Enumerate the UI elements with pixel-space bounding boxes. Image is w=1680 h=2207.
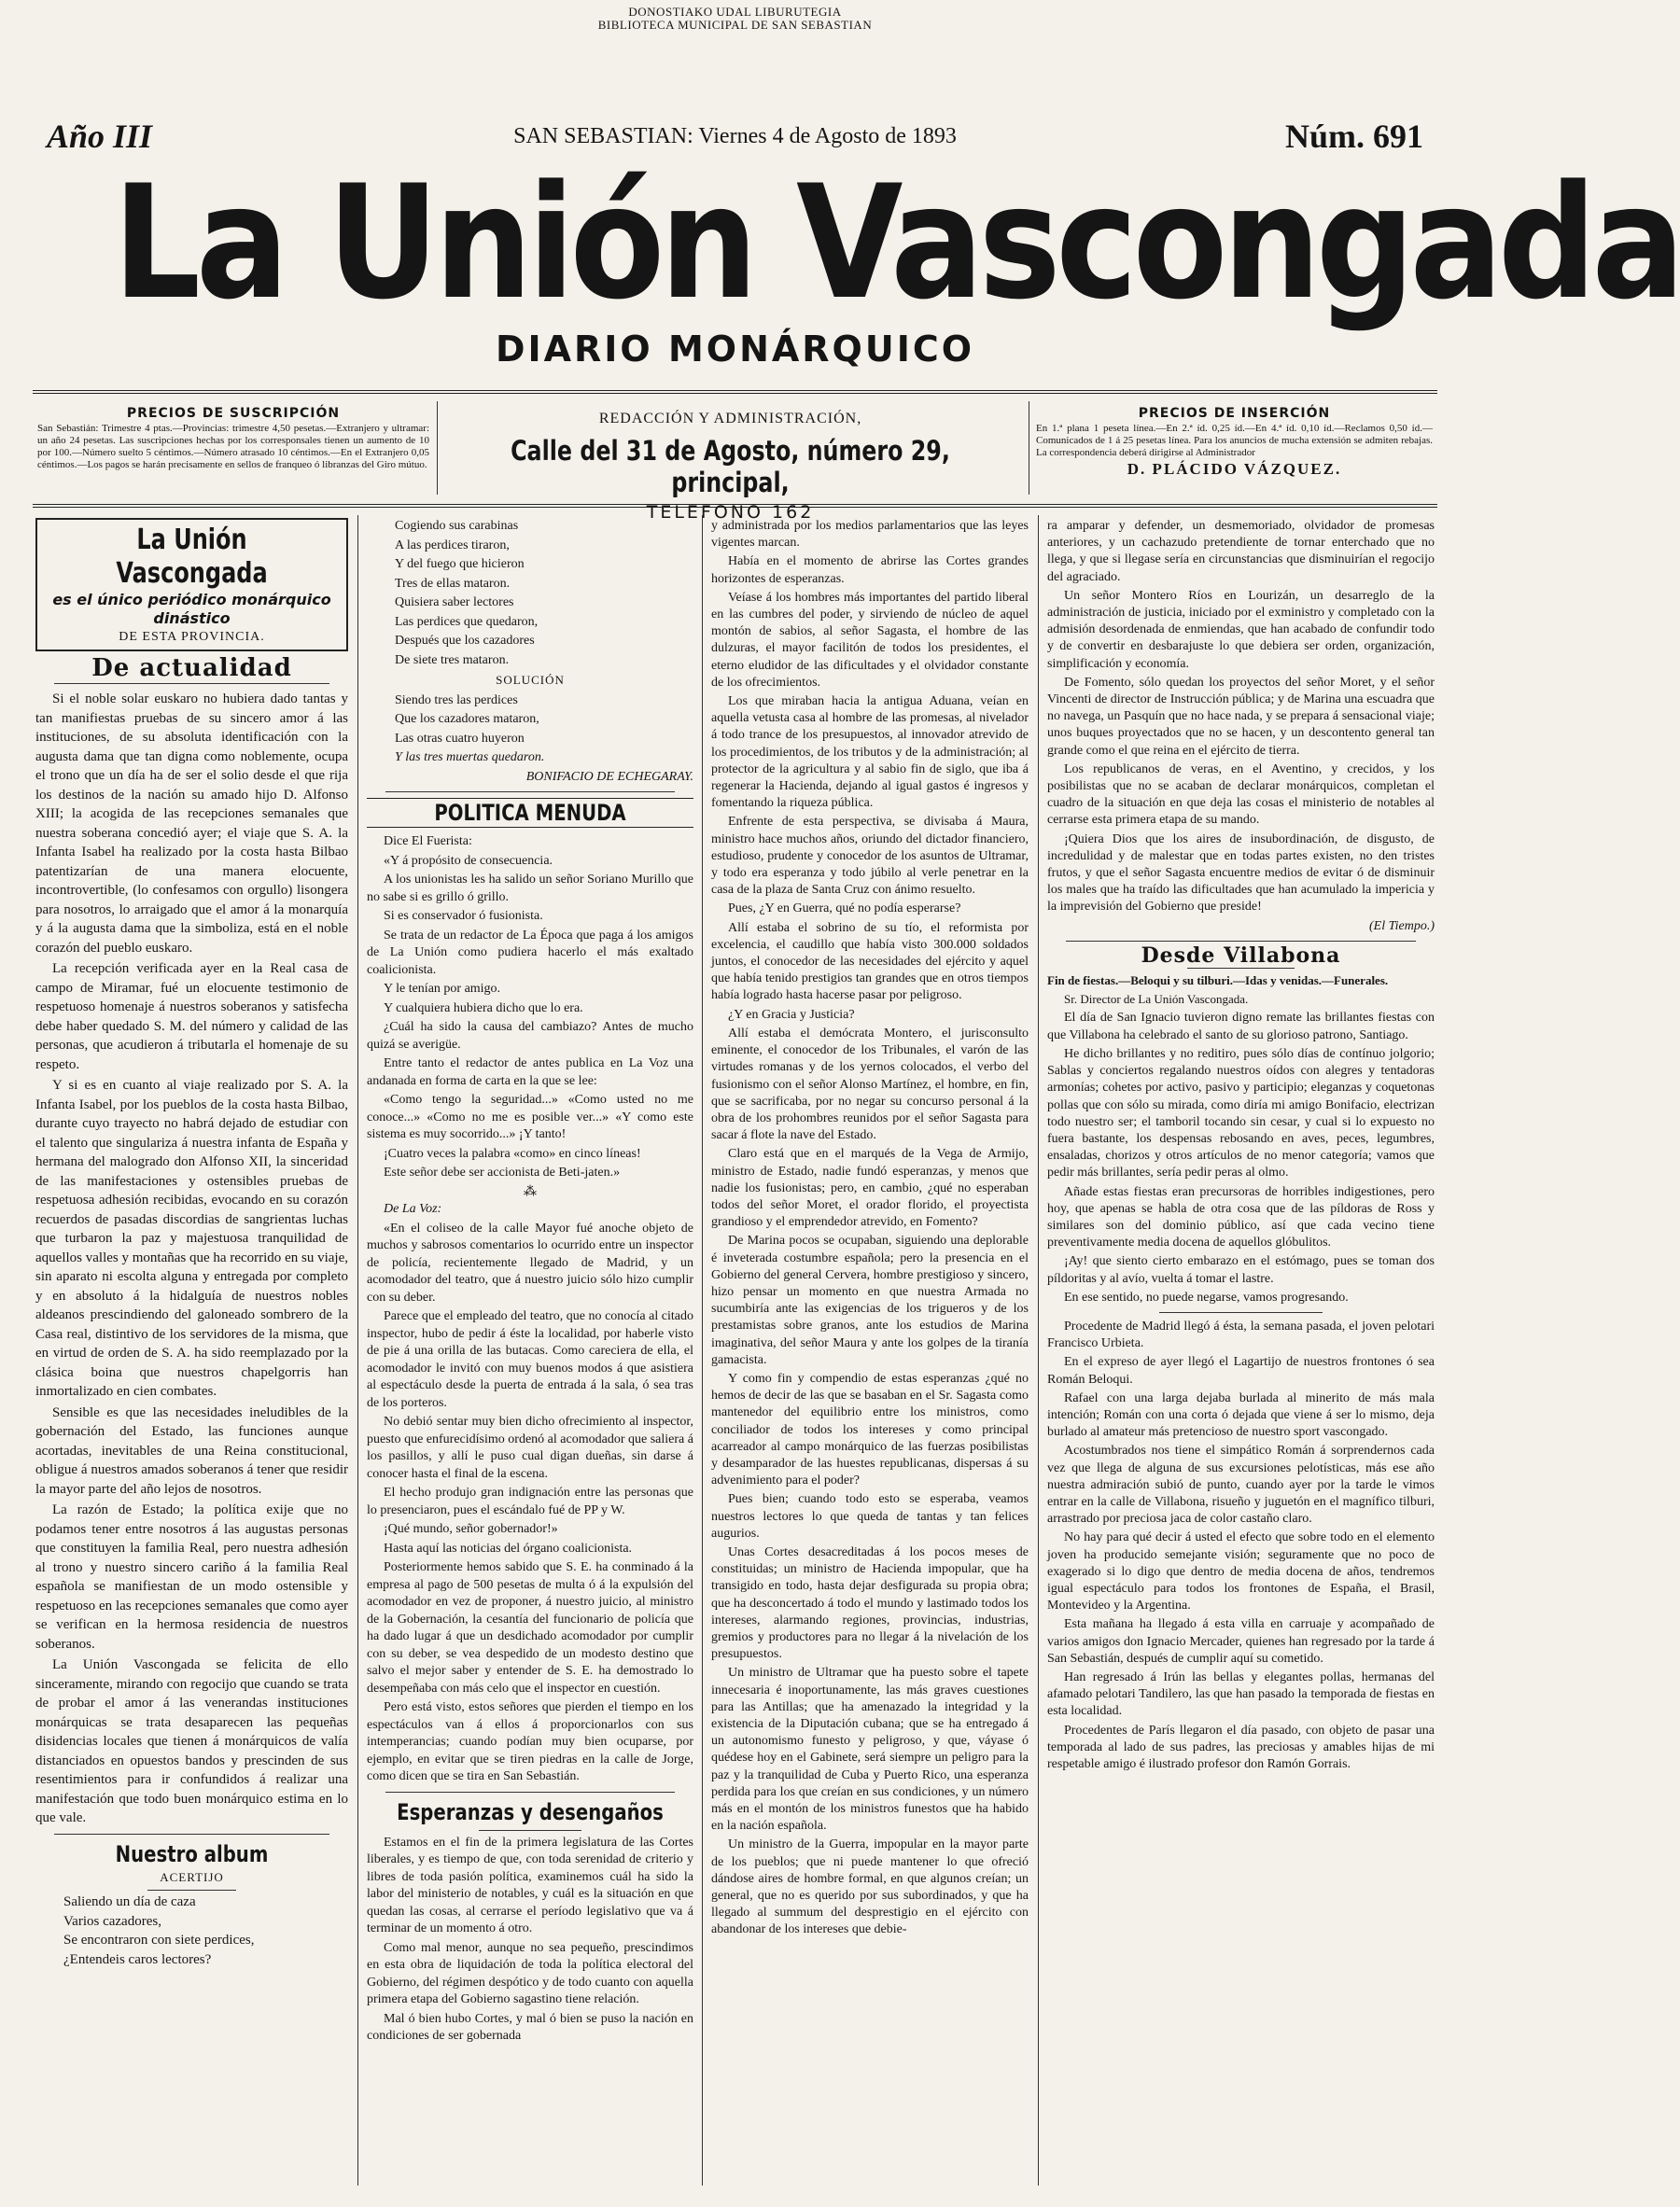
article-paragraph: En ese sentido, no puede negarse, vamos progresando. — [1064, 1290, 1349, 1305]
poem-line: Saliendo un día de caza — [63, 1894, 196, 1909]
article-paragraph: Un ministro de Ultramar que ha puesto sobre el tapete innecesaria é inoportunamente, las más graves cuestiones para las Antillas; que ha amenazado la integridad y la existencia de la Diputación cubana; que se ha entregado á un autonomismo funesto y peligroso, y que, váyase ó quédese hoy en el Gabinete, será siempre un peligro para la paz y la tranquilidad de Cuba y Puerto Rico, una esperanza perdida para los que creían en sus condiciones, y un número más en el montón de los ministros funestos que ha habido en la nación española. — [711, 1666, 1029, 1834]
article-paragraph: Añade estas fiestas eran precursoras de horribles indigestiones, pero hoy, que apenas se habla de otra cosa que de las píldoras de Ross y similares son del dominio público, así que cada vecino tiene preventivamente media docena de aquellos glóbulitos. — [1047, 1184, 1435, 1250]
archive-stamp-line-1: DONOSTIAKO UDAL LIBURUTEGIA — [628, 5, 842, 19]
column-divider-1 — [357, 515, 358, 2186]
article-paragraph: No hay para qué decir á usted el efecto que sobre todo en el elemento joven ha producido semejante visión; seguramente que no poco de exagerado si lo digo que dentro de media docena de años, tendremos igual espectáculo para todos los frontones de España, el Brasil, Montevideo y la Argentina. — [1047, 1530, 1435, 1613]
article-paragraph: Si es conservador ó fusionista. — [384, 909, 543, 923]
article-paragraph: Dice El Fuerista: — [384, 834, 472, 848]
masthead-rule-bottom — [33, 504, 1437, 508]
administrator-name: D. PLÁCIDO VÁZQUEZ. — [1127, 460, 1342, 478]
column-divider-3 — [1038, 515, 1039, 2186]
article-paragraph: Y cualquiera hubiera dicho que lo era. — [384, 1000, 583, 1015]
subscription-prices — [37, 407, 429, 471]
article-paragraph: Sensible es que las necesidades ineludibles de la gobernación del Estado, las funciones aunque acortadas, inevitables de una Reina constitucional, obligue á nuestros amados soberanos á tener que residir la mayor parte del año lejos de nosotros. — [35, 1404, 348, 1497]
article-paragraph: He dicho brillantes y no reditiro, pues sólo días de contínuo jolgorio; Sablas y conciertos regalando nuestros oídos con alegres y tentadoras armonías; cohetes por activo, pasivo y participio; eleganzas y coquetonas pollas que con sólo su mirada, como diría mi amigo Bonifacio, electrizan todo nuestro ser; el tamboril tocando sin cesar, y cual si lo expuesto no fuera bastante, los despensas rebosando en aves, peces, legumbres, ensaladas, chorizos y otros artículos de no menor categoría; vamos que pedir más brillantes, sería pedir peras al olmo. — [1047, 1046, 1435, 1180]
subscription-heading: PRECIOS DE SUSCRIPCIÓN — [126, 406, 341, 421]
article-paragraph: Como mal menor, aunque no sea pequeño, prescindimos en esta obra de liquidación de toda la política electoral del Gobierno, del régimen despótico y de todo cuanto con aquella primera etapa del Gobierno sagastino tiene relación. — [367, 1940, 693, 2006]
article-paragraph: ¿Cuál ha sido la causa del cambiazo? Antes de mucho quizá se averigüe. — [367, 1020, 693, 1052]
article-paragraph: «En el coliseo de la calle Mayor fué anoche objeto de muchos y sabrosos comentarios lo ocurrido entre un inspector de policía, recientemente llegado de Madrid, y un acomodador del teatro, que á nuestro juicio sólo hizo cumplir con su deber. — [367, 1221, 693, 1305]
article-source: (El Tiempo.) — [1369, 918, 1435, 933]
article-paragraph: ra amparar y defender, un desmemoriado, olvidador de promesas anteriores, y un cachazudo pretendiente de tornar enterchado que no llega, y que si llegase sería en circunstancias que disminuirían el regocijo del agraciado. — [1047, 519, 1435, 584]
masthead-topline — [37, 117, 1433, 154]
article-paragraph: A los unionistas les ha salido un señor Soriano Murillo que no sabe si es grillo ó grillo. — [367, 873, 693, 904]
archive-stamp — [0, 6, 1470, 32]
asterism: ⁂ — [524, 1184, 537, 1199]
poem-line: Quisiera saber lectores — [395, 595, 514, 609]
banner-province: DE ESTA PROVINCIA. — [119, 630, 265, 644]
banner-line: es el único periódico monárquico dinástico — [52, 591, 331, 627]
article-paragraph: El día de San Ignacio tuvieron digno remate las brillantes fiestas con que Villabona ha celebrado el santo de su glorioso patrono, Santiago. — [1047, 1011, 1435, 1042]
article-paragraph: Rafael con una larga dejaba burlada al minerito de más mala intención; Román con una corta ó dejada que viene á ser lo mismo, deja burlado al amateur más pretencioso de nuestro sport vascongado. — [1047, 1390, 1435, 1440]
article-paragraph: «Y á propósito de consecuencia. — [384, 853, 553, 868]
article-paragraph: La Unión Vascongada se felicita de ello sinceramente, mirando con regocijo que cuando se trata de probar el amor á las venerandas instituciones monárquicas se trata desaparecen las pequeñas disidencias locales que tienen á monárquicos de valía distanciados en opuestos bandos y prescinden de sus resentimientos para ir confundidos á realizar una manifestación que todo buen monárquico estima en lo que vale. — [35, 1657, 348, 1825]
article-paragraph: Hasta aquí las noticias del órgano coalicionista. — [384, 1541, 633, 1556]
article-salutation: Sr. Director de La Unión Vascongada. — [1064, 992, 1249, 1007]
article-paragraph: Unas Cortes desacreditadas á los pocos meses de constituidas; un ministro de Hacienda impopular, que ha transigido en todo, hasta dejar desfigurada su propia obra; que ha desconcertado á todo el mundo y lastimado todos los intereses, alarmando regiones, provincias, industrias, gremios y productores para no llegar á la nivelación de los presupuestos. — [711, 1544, 1029, 1662]
poem-signature: BONIFACIO DE ECHEGARAY. — [525, 769, 693, 784]
article-paragraph: Y le tenían por amigo. — [384, 982, 501, 996]
poem-line: Las perdices que quedaron, — [395, 614, 539, 629]
article-paragraph: Allí estaba el demócrata Montero, el jurisconsulto eminente, el conocedor de los Tribunales, el varón de las virtudes romanas y de los yernos colocados, el verbo del fusionismo con el señor Alonso Martínez, el hombre, en fin, que se sacrificaba, por no negar su concurso personal á la obra de los prohombres reunidos por el señor Sagasta para sacar á flote la nave del Estado. — [711, 1026, 1029, 1143]
column-1 — [35, 518, 348, 2198]
poem-line: Y las tres muertas quedaron. — [395, 750, 545, 764]
article-paragraph: Este señor debe ser accionista de Beti-jaten.» — [384, 1166, 621, 1180]
article-paragraph: Acostumbrados nos tiene el simpático Román á sorprendernos cada vez que llega de alguna de sus excursiones pelotísticas, más ese año nuestra admiración subió de punto, cuando ayer por la tarde le vimos entrar en la calle de Villabona, risueño y juguetón en el magnífico tilburi, arrastrado por preciosa jaca de color castaño claro. — [1047, 1444, 1435, 1527]
section-rule — [1187, 968, 1295, 969]
article-paragraph: En el expreso de ayer llegó el Lagartijo de nuestros frontones ó sea Román Beloqui. — [1047, 1355, 1435, 1387]
article-paragraph: Un ministro de la Guerra, impopular en la mayor parte de los pueblos; que ni puede mantener lo que ofreció dándose aires de hombre formal, en que algunos creían; un general, que no es querido por sus subordinados, y que ha llegado al summum del desprestigio en el ejército con abandonar de los intereses que debie- — [711, 1837, 1029, 1937]
article-paragraph: ¡Quiera Dios que los aires de insubordinación, de disgusto, de incredulidad y de malestar que en todas partes existen, no den tristes frutos, y que el señor Sagasta encuentre medios de evitar ó de disminuir los males que ha traído las dificultades que han acumulado la impericia y la imprevisión del Gobierno que preside! — [1047, 831, 1435, 915]
article-paragraph: Los que miraban hacia la antigua Aduana, veían en aquella vetusta casa al hombre de las promesas, al nivelador á todo trance de los presupuestos, al innovador atrevido de los procedimientos, de los tributos y de la administración; al protector de la agricultura y al sabio fin de siglo, que iba á regenerar la Hacienda, dejando al igual gastos é ingresos y fomentando la riqueza pública. — [711, 694, 1029, 811]
insertion-prices — [1036, 407, 1433, 476]
column-divider-2 — [702, 515, 703, 2186]
article-paragraph: ¡Ay! que siento cierto embarazo en el estómago, pues se toman dos píldoritas y al avío, vuelta á tomar el lastre. — [1047, 1254, 1435, 1286]
album-rule — [147, 1890, 236, 1891]
article-paragraph: Un señor Montero Ríos en Lourizán, un desarreglo de la administración de justicia, iniciado por el exministro y completado con la admisión desordenada de enmiendas, que han acabado de confundir todo y de convertir en desbarajuste lo que debiera ser orden, organización, simplificación y economía. — [1047, 588, 1435, 671]
article-paragraph: El hecho produjo gran indignación entre las personas que lo presenciaron, pues el escándalo fué de PP y W. — [367, 1486, 693, 1517]
article-paragraph: Esta mañana ha llegado á esta villa en carruaje y acompañado de varios amigos don Ignacio Mercader, quienes han regresado por la tarde á San Sebastián, después de cumplir aquí su cometido. — [1047, 1617, 1435, 1666]
dateline: SAN SEBASTIAN: Viernes 4 de Agosto de 1893 — [513, 124, 957, 148]
section-nuestro-album: Nuestro album — [115, 1840, 269, 1867]
article-paragraph: Parece que el empleado del teatro, que no conocía al citado inspector, hubo de pedir á éste la localidad, por haberle visto de pie á una orilla de las butacas. Como careciera de ella, el acomodador le invitó con muy buenos modos á que asistiera al espectáculo desde la puerta de entrada á la sala, ó sea tras de los porteros. — [367, 1309, 693, 1410]
article-paragraph: Claro está que en el marqués de la Vega de Armijo, ministro de Estado, nadie fundó esperanzas, y menos que nadie los fusionistas; pero, en cambio, ¿qué no esperaban todos del señor Moret, el orador florido, el proyectista grandioso y el emprendedor atrevido, en Fomento? — [711, 1147, 1029, 1230]
article-paragraph: Veíase á los hombres más importantes del partido liberal en las cumbres del poder, y sirviendo de núcleo de aquel montón de sabios, al señor Sagasta, el hombre de las dulzuras, el mayor facilitón de todos los presidentes, el eterno eludidor de las dificultades y el olvidador constante de los ofrecimientos. — [711, 590, 1029, 690]
article-paragraph: Allí estaba el sobrino de su tío, el reformista por excelencia, el caudillo que había visto 300.000 soldados juntos, el conocedor de las necesidades del ejército y aquel que había tenido prestigios tan grandes que en otros tiempos había logrado hasta hacerse pasar por peligroso. — [711, 920, 1029, 1003]
article-paragraph: Procedentes de París llegaron el día pasado, con objeto de pasar una temporada al lado de sus padres, las preciosas y amables hijas de mi respetable amigo é ilustrado profesor don Ramón Gorrais. — [1047, 1723, 1435, 1772]
article-paragraph: Se trata de un redactor de La Época que paga á los amigos de La Unión como pudiera hacerlo el más exaltado coalicionista. — [367, 928, 693, 977]
article-paragraph: Posteriormente hemos sabido que S. E. ha conminado á la empresa al pago de 500 pesetas de multa ó á la expulsión del acomodador en vez de proponer, á nuestro juicio, al ministro de la Gobernación, la cesantía del funcionario de policía que ha dado lugar á que un desdichado acomodador por cumplir con su deber, se vea despedido de un modesto destino que salvo el mejor saber y entender de S. E. ha demostrado lo desempeñaba con más celo que el inspector en cuestión. — [367, 1560, 693, 1696]
article-paragraph: Procedente de Madrid llegó á ésta, la semana pasada, el joven pelotari Francisco Urbieta. — [1047, 1319, 1435, 1351]
poem-line: Y del fuego que hicieron — [395, 557, 525, 571]
poem-line: Las otras cuatro huyeron — [395, 731, 525, 746]
poem-line: ¿Entendeis caros lectores? — [63, 1951, 212, 1967]
article-paragraph: Y si es en cuanto al viaje realizado por S. A. la Infanta Isabel, por los pueblos de la costa hasta Bilbao, durante cuyo trayecto no habrá dejado de estudiar con el talento que singulariza á nuestra infanta de España y hermana del malogrado don Alfonso XII, la sinceridad de las manifestaciones y ostensibles pruebas de respetuosa adhesión recibidas, evocando en su corazón recuerdos de pasadas discordias de sangrientas luchas que turbaron la paz y majestuosa tranquilidad de aquellos valles y montañas que ha recorrido en su viaje, sin aparato ni escolta alguna y entregada por completo y en absoluto á la hidalguía de nuestros nobles aldeanos prescindiendo del galoneado sombrero de la Casa real, distintivo de los servidores de la misma, que en virtud de orden de S. A. ha sido reemplazado por la clásica boina que nuestros chapelgorris han inmortalizado en cien combates. — [35, 1078, 348, 1399]
section-rule — [479, 1830, 581, 1831]
column-2 — [367, 518, 693, 2198]
banner-title: La Unión Vascongada — [116, 524, 268, 590]
article-paragraph: La razón de Estado; la política exije que no podamos tener entre nosotros á las augustas personas que constituyen la familia Real, pero nuestra adhesión al trono y nuestro sincero cariño á la familia Real española se manifiestan de un modo ostensible y respetuoso en las recepciones semanales que como ayer se verifican en la hermosa residencia de nuestros soberanos. — [35, 1502, 348, 1652]
section-rule — [385, 791, 675, 792]
article-paragraph: ¡Cuatro veces la palabra «como» en cinco líneas! — [384, 1146, 641, 1161]
poem-line: De siete tres mataron. — [395, 652, 510, 667]
article-paragraph: Pues bien; cuando todo esto se esperaba, veamos nuestros lectores lo que queda de tantas y tan felices augurios. — [711, 1492, 1029, 1541]
solution-label: SOLUCIÓN — [496, 673, 565, 687]
article-paragraph: Si el noble solar euskaro no hubiera dado tantas y tan manifiestas pruebas de su sincero amor á las instituciones, de su absoluta identificación con la augusta dama que tan digna como noblemente, ocupa el trono que un día ha de ser el solio desde el que rija los destinos de la nación su amado hijo D. Alfonso XIII; la acogida de las recepciones semanales que nuestra soberana concedió ayer; el viaje que S. A. la Infanta Isabel ha realizado por la costa hasta Bilbao patentizarían de una manera elocuente, incontrovertible, (lo confesamos con orgullo) lisongera para nosotros, lo arraigado que el amor á la monarquía y á la augusta dama que la simboliza, está en el noble corazón del pueblo euskaro. — [35, 691, 348, 956]
poem-line: Que los cazadores mataron, — [395, 712, 539, 726]
poem-line: Después que los cazadores — [395, 634, 535, 648]
politica-heading-box — [367, 798, 693, 828]
article-paragraph: De Fomento, sólo quedan los proyectos del señor Moret, y el señor Vincenti de director de Instrucción pública; y de Marina una escuadra que no navega, un Pasquín que no hace nada, y se prepara á sensacional viaje; unos buques proyectados que no se hacen, y un descontento general tan grande como el que reina en el ejército de tierra. — [1047, 675, 1435, 758]
insertion-heading: PRECIOS DE INSERCIÓN — [1138, 406, 1331, 421]
office-phone: TELEFONO 162 — [646, 502, 815, 523]
archive-stamp-line-2: BIBLIOTECA MUNICIPAL DE SAN SEBASTIAN — [597, 18, 873, 32]
article-paragraph: Estamos en el fin de la primera legislatura de las Cortes liberales, y es tiempo de que, con toda serenidad de criterio y libres de toda pasión política, examinemos cuál ha sido la labor del ministerio de notables, y cuál es la situación en que quedan las cosas, al cerrarse el período legislativo que va á terminar de un momento á otro. — [367, 1835, 693, 1935]
article-paragraph: La recepción verificada ayer en la Real casa de campo de Miramar, fué un elocuente testimonio de respetuoso homenaje á nuestros soberanos y satisfecha debe haber quedado S. M. del número y calidad de las personas, que acudieron á tributarla el homenaje de su respeto. — [35, 961, 348, 1072]
article-paragraph: ¡Qué mundo, señor gobernador!» — [384, 1522, 558, 1536]
issue-number: Núm. 691 — [1284, 118, 1423, 155]
article-paragraph: y administrada por los medios parlamentarios que las leyes vigentes marcan. — [711, 519, 1029, 551]
column-3 — [711, 518, 1029, 2198]
poem-line: Tres de ellas mataron. — [395, 576, 511, 591]
article-paragraph: Mal ó bien hubo Cortes, y mal ó bien se puso la nación en condiciones de ser gobernada — [367, 2011, 693, 2043]
subscription-text: San Sebastián: Trimestre 4 ptas.—Provincias: trimestre 4,50 pesetas.—Extranjero y ultramar: un año 24 pesetas. Las suscripciones hechas por los corresponsales tienen un aumento de 10 por 100.—Número suelto 5 céntimos.—Número atrasado 10 céntimos.—En el Extranjero 0,05 céntimos.—Los pagos se harán precisamente en sellos de franqueo ó libranzas del Giro mútuo. — [37, 423, 429, 470]
section-rule — [385, 1792, 675, 1793]
section-rule — [1159, 1312, 1323, 1313]
banner-box — [35, 518, 348, 651]
article-paragraph: Pero está visto, estos señores que pierden el tiempo en los espectáculos van á ellos á proporcionarlos con sus intemperancias; cuando podían muy bien ocuparse, por ejemplo, en evitar que se tiren piedras en la calle de Jorge, como dicen que se tira en San Sebastián. — [367, 1700, 693, 1783]
poem-line: A las perdices tiraron, — [395, 538, 510, 552]
section-rule — [54, 1834, 329, 1835]
header-divider-left — [437, 401, 438, 495]
office-heading: REDACCIÓN Y ADMINISTRACIÓN, — [598, 411, 862, 426]
album-subtitle: ACERTIJO — [160, 1869, 224, 1884]
column-4 — [1047, 518, 1435, 2198]
newspaper-title: La Unión Vascongada — [112, 151, 1680, 334]
article-paragraph: No debió sentar muy bien dicho ofrecimiento al inspector, puesto que enfurecidísimo ordenó al acomodador que saliera á los pasillos, y allí le puso cual digan dueñas, sin darse á conocer hasta el final de la escena. — [367, 1415, 693, 1481]
section-rule — [1066, 941, 1416, 942]
article-paragraph: Han regresado á Irún las bellas y elegantes pollas, hermanas del afamado pelotari Tandilero, las que han pasado la temporada de fiestas en esta localidad. — [1047, 1670, 1435, 1719]
article-paragraph: De Marina pocos se ocupaban, siguiendo una deplorable é inveterada costumbre española; pero la presencia en el Gobierno del general Cervera, hombre prestigioso y sincero, hizo pensar un momento en que nuestra Armada no sucumbiría ante las exigencias de los trigueros y de los prestamistas sobre granos, ante los estudios de Marina imaginativa, del señor Maura y ante los golpes de la tiranía gamacista. — [711, 1234, 1029, 1367]
section-politica-menuda: POLITICA MENUDA — [434, 800, 626, 826]
poem-line: Cogiendo sus carabinas — [395, 519, 519, 533]
office-address: Calle del 31 de Agosto, número 29, principal, — [511, 435, 950, 498]
masthead-rule-top — [33, 390, 1437, 394]
article-paragraph: De La Voz: — [384, 1202, 442, 1216]
article-paragraph: Y como fin y compendio de estas esperanzas ¿qué no hemos de decir de las que se basaban en el Sr. Sagasta como mantenedor del equilibrio entre los ministros, como conciliador de todos los intereses y como principal acarreador al campo monárquico de las fuerzas posibilistas y desamparador de las huestes republicanas, dispersas á su advenimiento para el poder? — [711, 1371, 1029, 1488]
article-summary: Fin de fiestas.—Beloqui y su tilburi.—Idas y venidas.—Funerales. — [1047, 973, 1389, 988]
article-paragraph: Los republicanos de veras, en el Aventino, y crecidos, y los posibilistas que no se acaban de declarar monárquicos, completan el cuadro de la situación en que deja las cosas el ministerio de notables al cerrarse esta primera etapa de su mando. — [1047, 761, 1435, 828]
article-paragraph: «Como tengo la seguridad...» «Como usted no me conoce...» «Como no me es posible ver...» «Y como este sistema es muy socorrido...» ¡Y tanto! — [367, 1093, 693, 1141]
poem-line: Se encontraron con siete perdices, — [63, 1933, 255, 1948]
poem-line: Varios cazadores, — [63, 1913, 161, 1929]
section-esperanzas: Esperanzas y desengaños — [397, 1798, 664, 1825]
poem-line: Siendo tres las perdices — [395, 692, 518, 707]
article-paragraph: Enfrente de esta perspectiva, se divisaba á Maura, ministro hace muchos años, oriundo del dictador financiero, estudioso, prudente y conocedor de los asuntos de Ultramar, y todo era esperanza y todo júbilo al verle penetrar en la casa de la plaza de Santa Cruz con ánimo resuelto. — [711, 815, 1029, 898]
section-rule — [54, 683, 329, 684]
insertion-text: En 1.ª plana 1 peseta línea.—En 2.ª íd. 0,25 íd.—En 4.ª íd. 0,10 íd.—Reclamos 0,50 íd.—Comunicados de 1 á 25 pesetas línea. Para los anuncios de mucha extensión se admiten rebajas. La correspondencia deberá dirigirse al Administrador — [1036, 423, 1433, 458]
section-de-actualidad: De actualidad — [91, 653, 292, 682]
newspaper-subtitle: DIARIO MONÁRQUICO — [495, 328, 975, 370]
article-paragraph: Había en el momento de abrirse las Cortes grandes horizontes de esperanzas. — [711, 554, 1029, 586]
article-paragraph: ¿Y en Gracia y Justicia? — [728, 1007, 855, 1022]
article-paragraph: Pues, ¿Y en Guerra, qué no podía esperarse? — [728, 901, 961, 916]
year-label: Año III — [47, 118, 153, 155]
article-paragraph: Entre tanto el redactor de antes publica en La Voz una andanada en forma de carta en la que se lee: — [367, 1056, 693, 1088]
section-desde-villabona: Desde Villabona — [1141, 943, 1341, 968]
